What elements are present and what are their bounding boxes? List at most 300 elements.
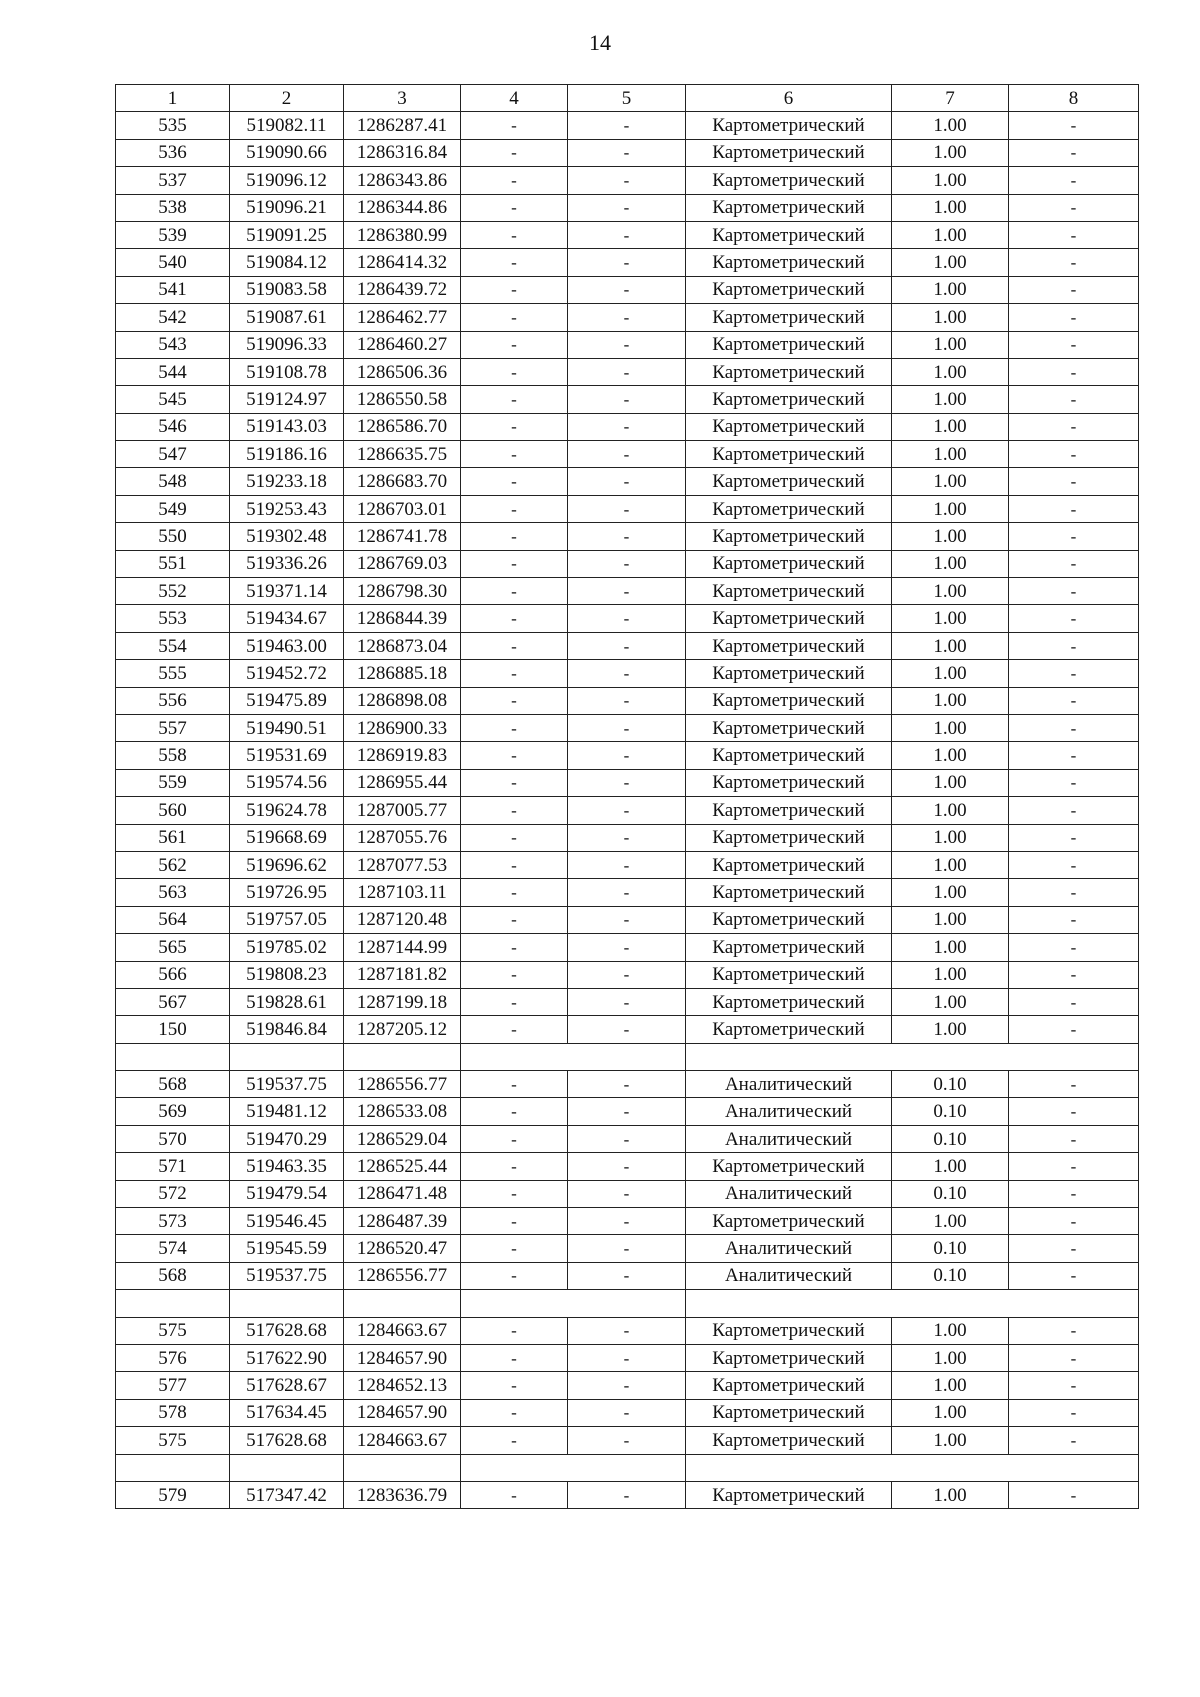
col4-cell: -: [461, 1427, 568, 1454]
col4-cell: -: [461, 1235, 568, 1262]
table-row: [116, 632, 1139, 659]
method-cell: Картометрический: [686, 1372, 892, 1399]
y-coordinate-cell: 1286550.58: [344, 386, 461, 413]
method-cell: Картометрический: [686, 358, 892, 385]
empty-cell: [461, 1454, 686, 1481]
accuracy-cell: 1.00: [892, 468, 1009, 495]
table-row: [116, 386, 1139, 413]
table-row: [116, 1153, 1139, 1180]
table-row: [116, 523, 1139, 550]
col5-cell: -: [568, 523, 686, 550]
empty-cell: [686, 1454, 1139, 1481]
col5-cell: -: [568, 139, 686, 166]
y-coordinate-cell: 1284663.67: [344, 1427, 461, 1454]
col5-cell: -: [568, 358, 686, 385]
col4-cell: -: [461, 167, 568, 194]
col4-cell: -: [461, 660, 568, 687]
y-coordinate-cell: 1286533.08: [344, 1098, 461, 1125]
col4-cell: -: [461, 1098, 568, 1125]
column-header: 5: [568, 85, 686, 112]
col4-cell: -: [461, 1344, 568, 1371]
method-cell: Аналитический: [686, 1125, 892, 1152]
x-coordinate-cell: 519124.97: [230, 386, 344, 413]
x-coordinate-cell: 519828.61: [230, 988, 344, 1015]
col8-cell: -: [1009, 331, 1139, 358]
col8-cell: -: [1009, 851, 1139, 878]
empty-cell: [344, 1043, 461, 1070]
table-row: [116, 906, 1139, 933]
point-number-cell: 537: [116, 167, 230, 194]
method-cell: Картометрический: [686, 249, 892, 276]
method-cell: Картометрический: [686, 578, 892, 605]
y-coordinate-cell: 1286471.48: [344, 1180, 461, 1207]
point-number-cell: 573: [116, 1208, 230, 1235]
col5-cell: -: [568, 961, 686, 988]
col4-cell: -: [461, 1016, 568, 1043]
table-row: [116, 1180, 1139, 1207]
col4-cell: -: [461, 304, 568, 331]
method-cell: Картометрический: [686, 276, 892, 303]
x-coordinate-cell: 519668.69: [230, 824, 344, 851]
accuracy-cell: 1.00: [892, 578, 1009, 605]
method-cell: Картометрический: [686, 112, 892, 139]
col4-cell: -: [461, 386, 568, 413]
accuracy-cell: 1.00: [892, 495, 1009, 522]
x-coordinate-cell: 519481.12: [230, 1098, 344, 1125]
col5-cell: -: [568, 605, 686, 632]
accuracy-cell: 0.10: [892, 1262, 1009, 1289]
point-number-cell: 565: [116, 934, 230, 961]
accuracy-cell: 1.00: [892, 386, 1009, 413]
col8-cell: -: [1009, 660, 1139, 687]
method-cell: Картометрический: [686, 660, 892, 687]
column-header: 2: [230, 85, 344, 112]
method-cell: Картометрический: [686, 139, 892, 166]
x-coordinate-cell: 519696.62: [230, 851, 344, 878]
method-cell: Картометрический: [686, 1399, 892, 1426]
table-row: [116, 1262, 1139, 1289]
accuracy-cell: 1.00: [892, 660, 1009, 687]
method-cell: Картометрический: [686, 468, 892, 495]
col8-cell: -: [1009, 550, 1139, 577]
col5-cell: -: [568, 851, 686, 878]
col5-cell: -: [568, 660, 686, 687]
y-coordinate-cell: 1286769.03: [344, 550, 461, 577]
y-coordinate-cell: 1286556.77: [344, 1262, 461, 1289]
col5-cell: -: [568, 550, 686, 577]
x-coordinate-cell: 519083.58: [230, 276, 344, 303]
col5-cell: -: [568, 824, 686, 851]
col8-cell: -: [1009, 276, 1139, 303]
accuracy-cell: 1.00: [892, 249, 1009, 276]
table-row: [116, 441, 1139, 468]
col8-cell: -: [1009, 769, 1139, 796]
coordinates-table: [115, 84, 1139, 1509]
col4-cell: -: [461, 550, 568, 577]
accuracy-cell: 1.00: [892, 961, 1009, 988]
point-number-cell: 564: [116, 906, 230, 933]
col8-cell: -: [1009, 523, 1139, 550]
col4-cell: -: [461, 687, 568, 714]
col8-cell: -: [1009, 1235, 1139, 1262]
accuracy-cell: 1.00: [892, 1427, 1009, 1454]
col4-cell: -: [461, 1262, 568, 1289]
col5-cell: -: [568, 797, 686, 824]
table-row: [116, 824, 1139, 851]
table-row: [116, 1427, 1139, 1454]
col5-cell: -: [568, 714, 686, 741]
col5-cell: -: [568, 687, 686, 714]
method-cell: Картометрический: [686, 769, 892, 796]
x-coordinate-cell: 519302.48: [230, 523, 344, 550]
method-cell: Картометрический: [686, 441, 892, 468]
col4-cell: -: [461, 1481, 568, 1508]
col8-cell: -: [1009, 934, 1139, 961]
method-cell: Картометрический: [686, 386, 892, 413]
y-coordinate-cell: 1286955.44: [344, 769, 461, 796]
y-coordinate-cell: 1286525.44: [344, 1153, 461, 1180]
table-row: [116, 331, 1139, 358]
y-coordinate-cell: 1287199.18: [344, 988, 461, 1015]
point-number-cell: 563: [116, 879, 230, 906]
col4-cell: -: [461, 441, 568, 468]
accuracy-cell: 1.00: [892, 523, 1009, 550]
col4-cell: -: [461, 1317, 568, 1344]
x-coordinate-cell: 519096.33: [230, 331, 344, 358]
accuracy-cell: 1.00: [892, 331, 1009, 358]
col5-cell: -: [568, 304, 686, 331]
table-row: [116, 358, 1139, 385]
empty-cell: [230, 1454, 344, 1481]
y-coordinate-cell: 1287055.76: [344, 824, 461, 851]
col8-cell: -: [1009, 1098, 1139, 1125]
col8-cell: -: [1009, 797, 1139, 824]
accuracy-cell: 1.00: [892, 1016, 1009, 1043]
col8-cell: -: [1009, 221, 1139, 248]
empty-cell: [461, 1290, 686, 1317]
empty-cell: [116, 1043, 230, 1070]
y-coordinate-cell: 1286635.75: [344, 441, 461, 468]
col8-cell: -: [1009, 632, 1139, 659]
point-number-cell: 541: [116, 276, 230, 303]
point-number-cell: 535: [116, 112, 230, 139]
accuracy-cell: 1.00: [892, 139, 1009, 166]
col8-cell: -: [1009, 961, 1139, 988]
accuracy-cell: 1.00: [892, 1153, 1009, 1180]
col4-cell: -: [461, 495, 568, 522]
accuracy-cell: 1.00: [892, 769, 1009, 796]
col4-cell: -: [461, 797, 568, 824]
col4-cell: -: [461, 742, 568, 769]
method-cell: Картометрический: [686, 906, 892, 933]
method-cell: Картометрический: [686, 632, 892, 659]
col8-cell: -: [1009, 906, 1139, 933]
method-cell: Картометрический: [686, 1016, 892, 1043]
col5-cell: -: [568, 934, 686, 961]
col4-cell: -: [461, 988, 568, 1015]
point-number-cell: 571: [116, 1153, 230, 1180]
col5-cell: -: [568, 1016, 686, 1043]
method-cell: Аналитический: [686, 1071, 892, 1098]
accuracy-cell: 1.00: [892, 1317, 1009, 1344]
y-coordinate-cell: 1286462.77: [344, 304, 461, 331]
empty-cell: [116, 1290, 230, 1317]
point-number-cell: 548: [116, 468, 230, 495]
x-coordinate-cell: 519090.66: [230, 139, 344, 166]
table-row: [116, 1125, 1139, 1152]
table-row: [116, 194, 1139, 221]
col8-cell: -: [1009, 605, 1139, 632]
col8-cell: -: [1009, 304, 1139, 331]
x-coordinate-cell: 519096.21: [230, 194, 344, 221]
page-number: 14: [589, 30, 611, 55]
table-row: [116, 1071, 1139, 1098]
col4-cell: -: [461, 1125, 568, 1152]
y-coordinate-cell: 1286898.08: [344, 687, 461, 714]
col4-cell: -: [461, 112, 568, 139]
y-coordinate-cell: 1284657.90: [344, 1399, 461, 1426]
point-number-cell: 555: [116, 660, 230, 687]
col8-cell: -: [1009, 413, 1139, 440]
col5-cell: -: [568, 441, 686, 468]
x-coordinate-cell: 519545.59: [230, 1235, 344, 1262]
col5-cell: -: [568, 1427, 686, 1454]
col5-cell: -: [568, 1153, 686, 1180]
x-coordinate-cell: 519479.54: [230, 1180, 344, 1207]
table-body: [116, 112, 1139, 1509]
table-row: [116, 1208, 1139, 1235]
method-cell: Картометрический: [686, 824, 892, 851]
col5-cell: -: [568, 1098, 686, 1125]
x-coordinate-cell: 519371.14: [230, 578, 344, 605]
x-coordinate-cell: 519233.18: [230, 468, 344, 495]
y-coordinate-cell: 1286506.36: [344, 358, 461, 385]
col5-cell: -: [568, 879, 686, 906]
table-row: [116, 1372, 1139, 1399]
table-row: [116, 851, 1139, 878]
col5-cell: -: [568, 742, 686, 769]
table-row: [116, 769, 1139, 796]
method-cell: Картометрический: [686, 1427, 892, 1454]
accuracy-cell: 1.00: [892, 1344, 1009, 1371]
col4-cell: -: [461, 824, 568, 851]
col5-cell: -: [568, 988, 686, 1015]
x-coordinate-cell: 519143.03: [230, 413, 344, 440]
x-coordinate-cell: 519096.12: [230, 167, 344, 194]
accuracy-cell: 1.00: [892, 1208, 1009, 1235]
col4-cell: -: [461, 879, 568, 906]
empty-cell: [344, 1290, 461, 1317]
point-number-cell: 575: [116, 1317, 230, 1344]
point-number-cell: 569: [116, 1098, 230, 1125]
point-number-cell: 553: [116, 605, 230, 632]
point-number-cell: 550: [116, 523, 230, 550]
y-coordinate-cell: 1284657.90: [344, 1344, 461, 1371]
col4-cell: -: [461, 714, 568, 741]
col4-cell: -: [461, 605, 568, 632]
point-number-cell: 551: [116, 550, 230, 577]
accuracy-cell: 0.10: [892, 1180, 1009, 1207]
method-cell: Картометрический: [686, 687, 892, 714]
table-row: [116, 167, 1139, 194]
accuracy-cell: 1.00: [892, 413, 1009, 440]
col8-cell: -: [1009, 249, 1139, 276]
method-cell: Картометрический: [686, 851, 892, 878]
point-number-cell: 570: [116, 1125, 230, 1152]
x-coordinate-cell: 519531.69: [230, 742, 344, 769]
y-coordinate-cell: 1287181.82: [344, 961, 461, 988]
col4-cell: -: [461, 961, 568, 988]
col5-cell: -: [568, 1235, 686, 1262]
accuracy-cell: 1.00: [892, 934, 1009, 961]
y-coordinate-cell: 1287120.48: [344, 906, 461, 933]
col8-cell: -: [1009, 879, 1139, 906]
col5-cell: -: [568, 1372, 686, 1399]
x-coordinate-cell: 517628.67: [230, 1372, 344, 1399]
point-number-cell: 554: [116, 632, 230, 659]
point-number-cell: 546: [116, 413, 230, 440]
x-coordinate-cell: 519624.78: [230, 797, 344, 824]
method-cell: Аналитический: [686, 1180, 892, 1207]
col8-cell: -: [1009, 824, 1139, 851]
col5-cell: -: [568, 632, 686, 659]
table-row: [116, 742, 1139, 769]
col8-cell: -: [1009, 687, 1139, 714]
x-coordinate-cell: 519463.35: [230, 1153, 344, 1180]
accuracy-cell: 1.00: [892, 304, 1009, 331]
accuracy-cell: 0.10: [892, 1235, 1009, 1262]
col4-cell: -: [461, 769, 568, 796]
y-coordinate-cell: 1286873.04: [344, 632, 461, 659]
y-coordinate-cell: 1286529.04: [344, 1125, 461, 1152]
table-row: [116, 879, 1139, 906]
point-number-cell: 578: [116, 1399, 230, 1426]
column-header: 8: [1009, 85, 1139, 112]
x-coordinate-cell: 519846.84: [230, 1016, 344, 1043]
col5-cell: -: [568, 1071, 686, 1098]
col8-cell: -: [1009, 1372, 1139, 1399]
table-row: [116, 221, 1139, 248]
y-coordinate-cell: 1283636.79: [344, 1481, 461, 1508]
method-cell: Картометрический: [686, 797, 892, 824]
table-row: [116, 249, 1139, 276]
col8-cell: -: [1009, 1427, 1139, 1454]
table-row: [116, 1481, 1139, 1508]
method-cell: Картометрический: [686, 988, 892, 1015]
x-coordinate-cell: 519785.02: [230, 934, 344, 961]
empty-cell: [230, 1043, 344, 1070]
method-cell: Картометрический: [686, 934, 892, 961]
x-coordinate-cell: 519186.16: [230, 441, 344, 468]
point-number-cell: 544: [116, 358, 230, 385]
table-row: [116, 276, 1139, 303]
col4-cell: -: [461, 1071, 568, 1098]
method-cell: Картометрический: [686, 550, 892, 577]
x-coordinate-cell: 519808.23: [230, 961, 344, 988]
method-cell: Картометрический: [686, 1344, 892, 1371]
x-coordinate-cell: 517634.45: [230, 1399, 344, 1426]
y-coordinate-cell: 1286287.41: [344, 112, 461, 139]
accuracy-cell: 1.00: [892, 605, 1009, 632]
col4-cell: -: [461, 1180, 568, 1207]
method-cell: Аналитический: [686, 1098, 892, 1125]
y-coordinate-cell: 1286556.77: [344, 1071, 461, 1098]
table-row: [116, 988, 1139, 1015]
y-coordinate-cell: 1286844.39: [344, 605, 461, 632]
col8-cell: -: [1009, 714, 1139, 741]
col8-cell: -: [1009, 358, 1139, 385]
col8-cell: -: [1009, 441, 1139, 468]
x-coordinate-cell: 519537.75: [230, 1071, 344, 1098]
col8-cell: -: [1009, 139, 1139, 166]
x-coordinate-cell: 519108.78: [230, 358, 344, 385]
table-row: [116, 934, 1139, 961]
accuracy-cell: 1.00: [892, 714, 1009, 741]
table-row: [116, 139, 1139, 166]
accuracy-cell: 1.00: [892, 276, 1009, 303]
accuracy-cell: 1.00: [892, 441, 1009, 468]
y-coordinate-cell: 1287144.99: [344, 934, 461, 961]
col4-cell: -: [461, 906, 568, 933]
point-number-cell: 575: [116, 1427, 230, 1454]
point-number-cell: 540: [116, 249, 230, 276]
y-coordinate-cell: 1286487.39: [344, 1208, 461, 1235]
col8-cell: -: [1009, 468, 1139, 495]
point-number-cell: 567: [116, 988, 230, 1015]
method-cell: Картометрический: [686, 879, 892, 906]
accuracy-cell: 1.00: [892, 687, 1009, 714]
point-number-cell: 560: [116, 797, 230, 824]
x-coordinate-cell: 517622.90: [230, 1344, 344, 1371]
column-header: 3: [344, 85, 461, 112]
x-coordinate-cell: 519336.26: [230, 550, 344, 577]
method-cell: Картометрический: [686, 304, 892, 331]
x-coordinate-cell: 519546.45: [230, 1208, 344, 1235]
col5-cell: -: [568, 1208, 686, 1235]
point-number-cell: 150: [116, 1016, 230, 1043]
col5-cell: -: [568, 112, 686, 139]
accuracy-cell: 1.00: [892, 906, 1009, 933]
method-cell: Картометрический: [686, 1317, 892, 1344]
y-coordinate-cell: 1286741.78: [344, 523, 461, 550]
method-cell: Картометрический: [686, 1153, 892, 1180]
x-coordinate-cell: 519082.11: [230, 112, 344, 139]
table-row: [116, 1016, 1139, 1043]
x-coordinate-cell: 519726.95: [230, 879, 344, 906]
col5-cell: -: [568, 221, 686, 248]
col5-cell: -: [568, 331, 686, 358]
col4-cell: -: [461, 249, 568, 276]
col5-cell: -: [568, 413, 686, 440]
method-cell: Картометрический: [686, 523, 892, 550]
empty-cell: [686, 1290, 1139, 1317]
point-number-cell: 572: [116, 1180, 230, 1207]
col4-cell: -: [461, 632, 568, 659]
accuracy-cell: 1.00: [892, 112, 1009, 139]
col4-cell: -: [461, 358, 568, 385]
col4-cell: -: [461, 413, 568, 440]
point-number-cell: 557: [116, 714, 230, 741]
empty-cell: [230, 1290, 344, 1317]
col5-cell: -: [568, 386, 686, 413]
accuracy-cell: 1.00: [892, 194, 1009, 221]
x-coordinate-cell: 517347.42: [230, 1481, 344, 1508]
separator-row: [116, 1043, 1139, 1070]
col8-cell: -: [1009, 1399, 1139, 1426]
method-cell: Картометрический: [686, 167, 892, 194]
col4-cell: -: [461, 578, 568, 605]
y-coordinate-cell: 1286900.33: [344, 714, 461, 741]
